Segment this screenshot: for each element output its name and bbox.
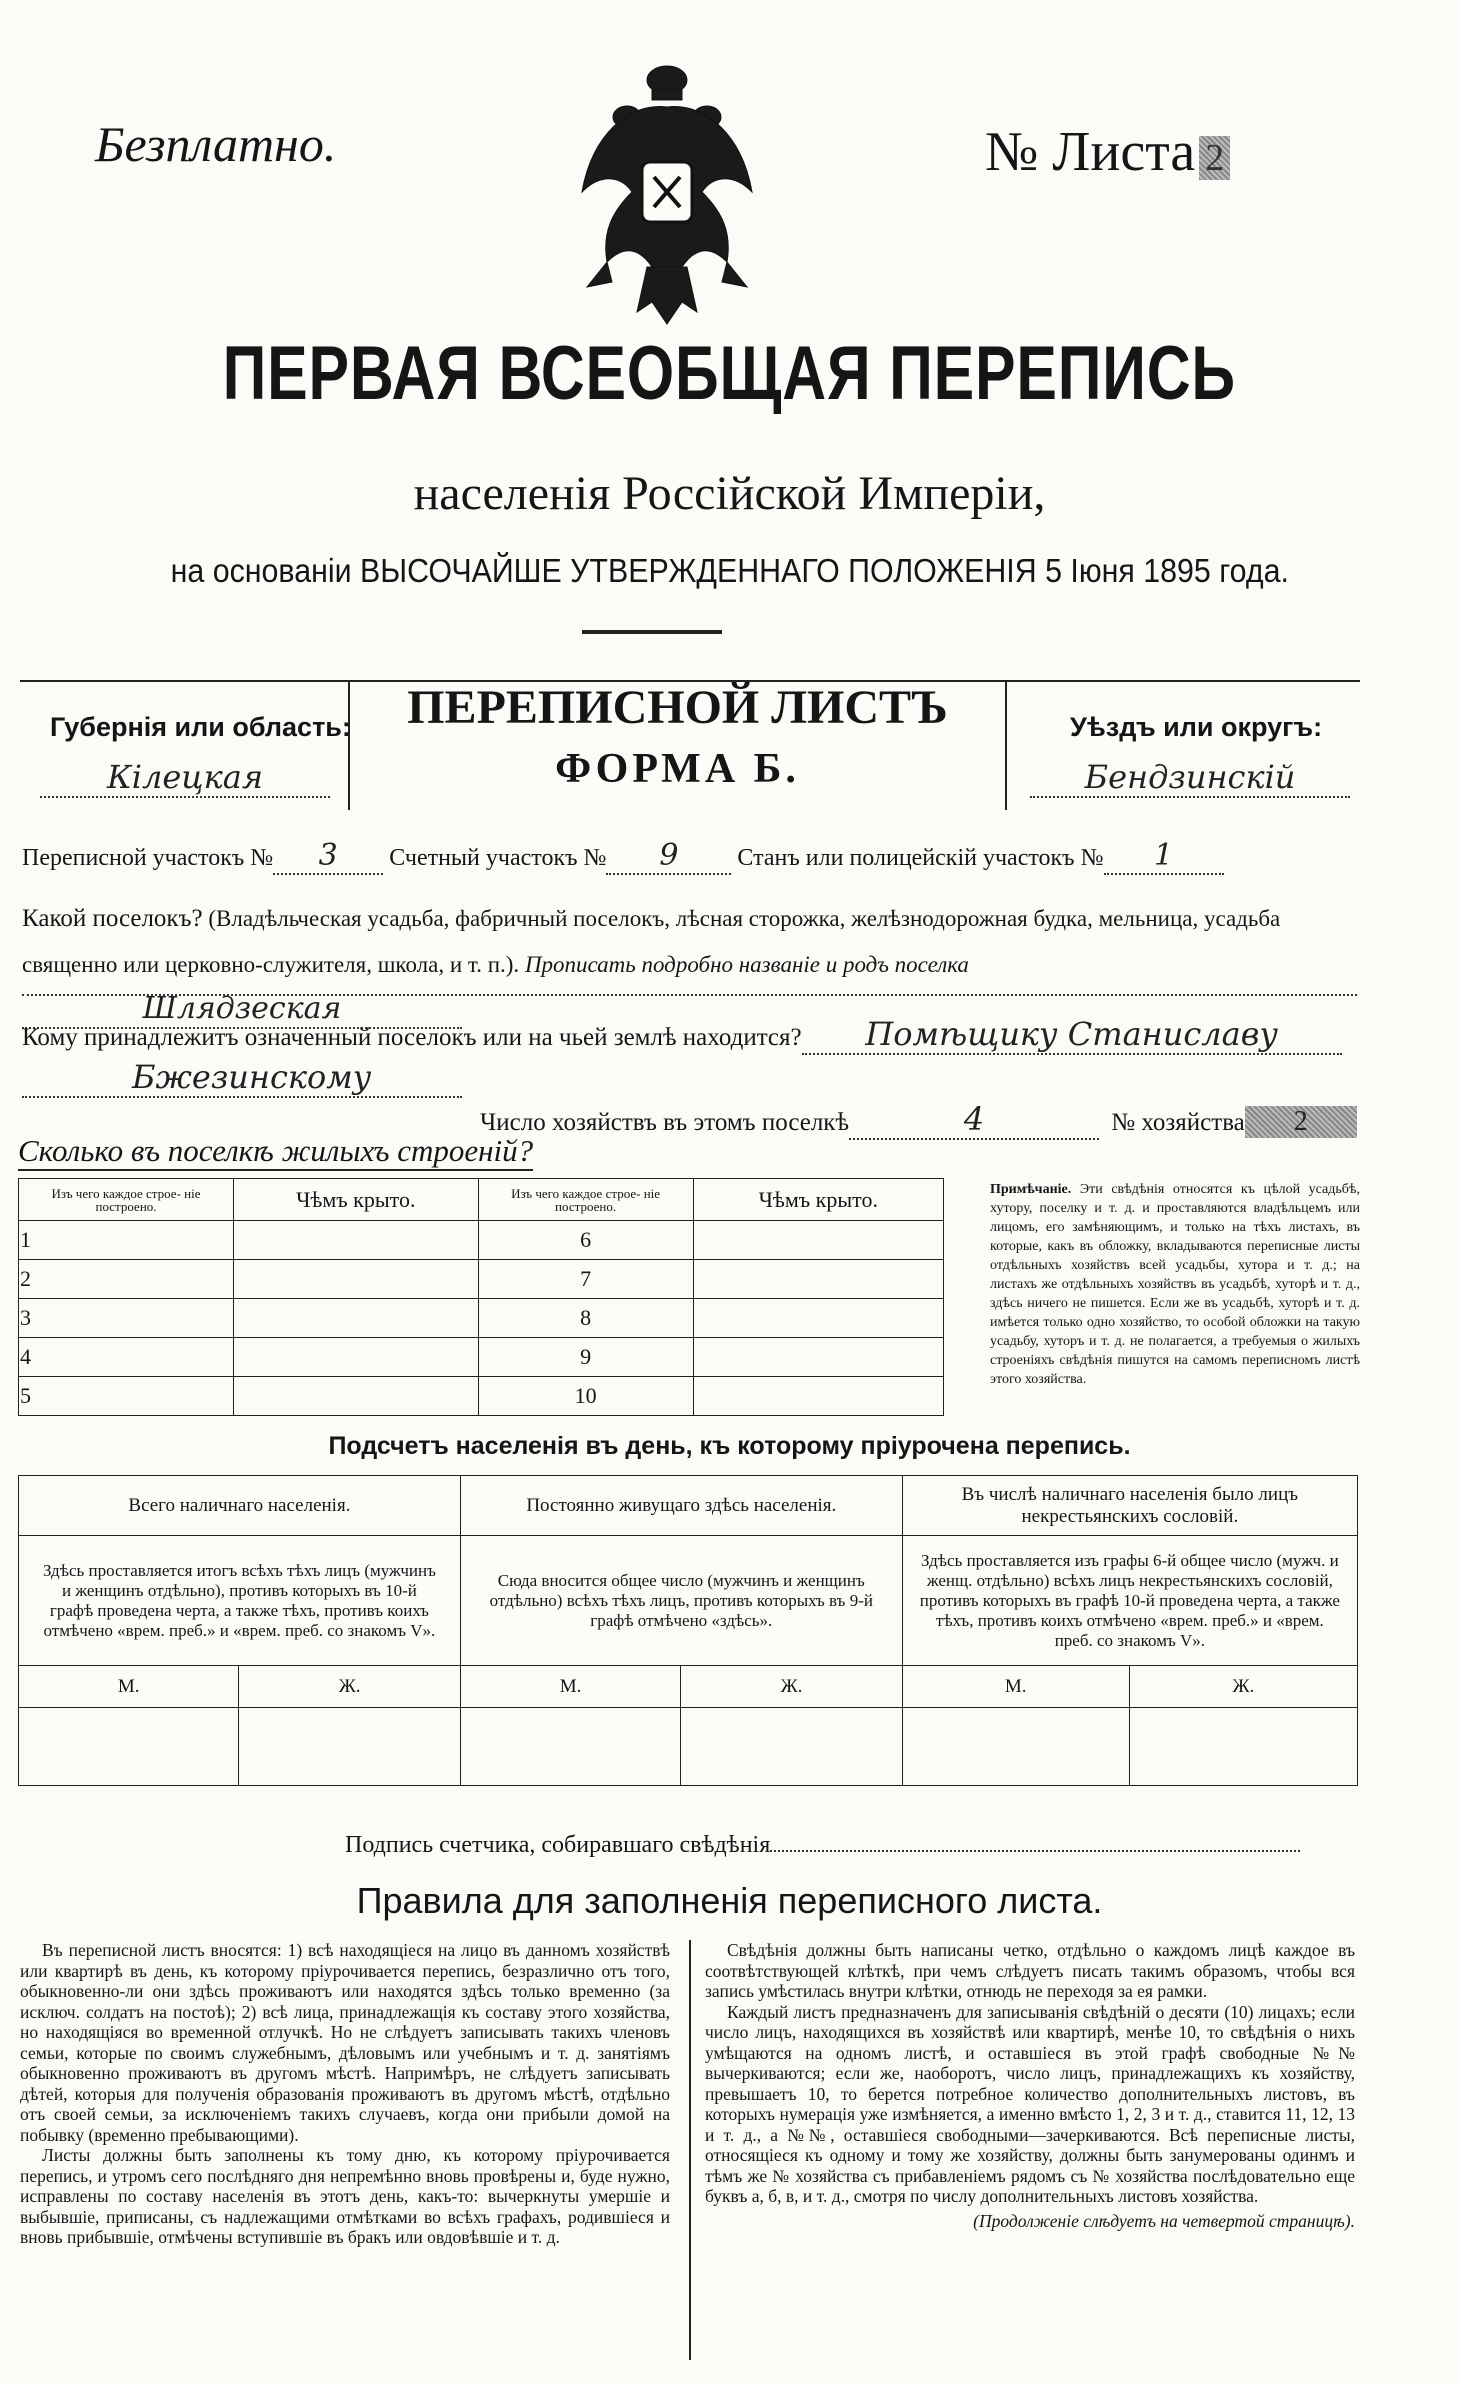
col-roof-right: Чѣмъ крыто. (693, 1179, 943, 1221)
sheet-number-value: 2 (1199, 136, 1230, 180)
roof-cell[interactable] (693, 1221, 943, 1260)
table-row (19, 1338, 944, 1377)
col-roof-left: Чѣмъ крыто. (234, 1179, 479, 1221)
roof-cell[interactable] (693, 1299, 943, 1338)
form-head-divider-right (1005, 680, 1007, 810)
rules-paragraph: Листы должны быть заполнены къ тому дню, къ которому пріурочивается перепись, и утромъ сего послѣдняго дня непремѣнно вновь провѣрены и, буде нужно, исправлены по составу населенія въ этотъ день, какъ-то: вычеркнуты умершіе и выбывшіе, приписаны, съ надлежащими отмѣтками во всѣхъ графахъ, родившіеся и вновь прибывшіе, отмѣчены вступившіе въ бракъ или овдовѣвшіе и т. д. (20, 2145, 670, 2247)
row-number: 10 (478, 1377, 693, 1416)
buildings-label: Сколько въ поселкѣ жилыхъ строеній? (18, 1133, 533, 1171)
owner-label: Кому принадлежитъ означенный поселокъ или на чьей землѣ находится? (22, 1024, 802, 1051)
household-no-label: № хозяйства (1111, 1109, 1245, 1136)
male-header: М. (460, 1666, 680, 1708)
female-header: Ж. (1129, 1666, 1357, 1708)
owner-row (22, 1015, 1342, 1055)
row-number: 4 (19, 1338, 234, 1377)
rules-continued: (Продолженіе слѣдуетъ на четвертой страницѣ). (973, 2210, 1355, 2231)
rules-divider (689, 1940, 691, 2360)
row-number: 2 (19, 1260, 234, 1299)
non-peasant-note: Здѣсь проставляется изъ графы 6-й общее число (мужч. и женщ. отдѣльно) всѣхъ лицъ некрестьянскихъ сословій, противъ которыхъ въ графѣ 10-й проведена черта, а также тѣхъ, противъ коихъ отмѣчено «врем. преб.» и «врем. преб. со знакомъ V». (902, 1536, 1357, 1666)
buildings-table (18, 1178, 944, 1416)
census-area-label: Переписной участокъ № (22, 845, 274, 871)
settlement-field[interactable]: Шлядзеская (22, 991, 462, 1029)
present-pop-note: Здѣсь проставляется итогъ всѣхъ тѣхъ лицъ (мужчинъ и женщинъ отдѣльно), противъ которыхъ въ 10-й графѣ проведена черта, а также тѣхъ, противъ коихъ отмѣчено «врем. преб.» и «врем. преб. со знакомъ V». (19, 1536, 461, 1666)
note-title: Примѣчаніе. (990, 1182, 1072, 1197)
household-no-field[interactable]: 2 (1245, 1106, 1357, 1138)
table-row (19, 1299, 944, 1338)
free-label: Безплатно. (95, 116, 337, 172)
signature-row (345, 1828, 1300, 1859)
roof-cell[interactable] (693, 1377, 943, 1416)
row-number: 6 (478, 1221, 693, 1260)
rules-title: Правила для заполненія переписного листа. (356, 1880, 1103, 1921)
male-header: М. (902, 1666, 1129, 1708)
population-table (18, 1475, 1358, 1786)
sheet-number-label: № Листа (985, 121, 1196, 183)
male-count-cell[interactable] (902, 1708, 1129, 1786)
col-material-left: Изъ чего каждое строе- ніе построено. (19, 1179, 234, 1221)
settlement-field-continuation[interactable] (22, 970, 1357, 996)
row-number: 8 (478, 1299, 693, 1338)
households-field[interactable]: 4 (849, 1100, 1099, 1140)
note-text: Эти свѣдѣнія относятся къ цѣлой усадьбѣ, хутору, поселку и т. д. и проставляются владѣльцемъ или лицомъ, его замѣняющимъ, и только на тѣхъ листахъ, въ которые, какъ въ обложку, вкладываются переписные листы отдѣльныхъ хозяйствъ всей усадьбы, хутора и т. д.; на листахъ же отдѣльныхъ хозяйствъ въ усадьбѣ, хуторѣ и т. д., здѣсь ничего не пишется. Если же въ усадьбѣ, хуторѣ и т. д. имѣется только одно хозяйство, то особой обложки на такую усадьбу, хуторъ и т. д. не полагается, а требуемыя о жилыхъ строеніяхъ свѣдѣнія пишутся на самомъ переписномъ листѣ этого хозяйства. (990, 1182, 1361, 1387)
male-count-cell[interactable] (460, 1708, 680, 1786)
roof-cell[interactable] (234, 1221, 479, 1260)
population-title: Подсчетъ населенія въ день, къ которому пріурочена перепись. (328, 1432, 1131, 1460)
households-label: Число хозяйствъ въ этомъ поселкѣ (480, 1109, 850, 1136)
roof-cell[interactable] (234, 1260, 479, 1299)
divider (582, 630, 722, 634)
row-number: 7 (478, 1260, 693, 1299)
settlement-hint: (Владѣльческая усадьба, фабричный поселокъ, лѣсная сторожка, желѣзнодорожная будка, мельница, усадьба священно или церковно-служителя, школа, и т. п.). (22, 906, 1281, 977)
province-field[interactable]: Кiлецкая (40, 758, 330, 798)
count-area-field[interactable]: 9 (606, 838, 731, 875)
owner-field-line-2[interactable]: Бжезинскому (22, 1058, 462, 1098)
province-label: Губернія или область: (50, 712, 351, 742)
page-subtitle: населенія Россійской Имперіи, (413, 467, 1046, 520)
households-row (480, 1100, 1357, 1140)
row-number: 5 (19, 1377, 234, 1416)
stan-field[interactable]: 1 (1104, 838, 1224, 875)
roof-cell[interactable] (234, 1299, 479, 1338)
page-title: ПЕРВАЯ ВСЕОБЩАЯ ПЕРЕПИСЬ (222, 331, 1237, 416)
double-headed-eagle-emblem (572, 62, 762, 332)
rules-paragraph: Въ переписной листъ вносятся: 1) всѣ находящіеся на лицо въ данномъ хозяйствѣ или квартирѣ въ день, къ которому пріурочивается перепись, безразлично отъ того, обыкновенно-ли они здѣсь проживаютъ или находятся здѣсь только временно (за исключ. солдатъ на постоѣ); 2) всѣ лица, принадлежащія къ составу этого хозяйства, но находящіяся во временной отлучкѣ. Но не слѣдуетъ записывать такихъ членовъ семьи, которые по своимъ служебнымъ, дѣловымъ или учебнымъ и т. д. занятіямъ обыкновенно проживаютъ въ другомъ мѣстѣ. Напримѣръ, не слѣдуетъ записывать дѣтей, которыя для полученія образованія проживаютъ въ другомъ мѣстѣ, отдѣльно отъ своей семьи, за исключеніемъ такихъ случаевъ, когда они прибыли домой на побывку (временно пребывающими). (20, 1940, 670, 2145)
female-count-cell[interactable] (681, 1708, 902, 1786)
rules-paragraph: Свѣдѣнія должны быть написаны четко, отдѣльно о каждомъ лицѣ каждое въ соотвѣтствующей клѣткѣ, при чемъ слѣдуетъ писать такимъ образомъ, чтобы вся запись умѣстилась внутри клѣтки, отнюдь не переходя за ея рамки. (705, 1940, 1355, 2001)
rules-right-column (705, 1940, 1355, 2231)
female-count-cell[interactable] (239, 1708, 460, 1786)
male-header: М. (19, 1666, 239, 1708)
roof-cell[interactable] (693, 1338, 943, 1377)
census-area-field[interactable]: 3 (273, 838, 383, 875)
col-material-right: Изъ чего каждое строе- ніе построено. (478, 1179, 693, 1221)
table-row (19, 1260, 944, 1299)
legal-basis: на основаніи ВЫСОЧАЙШЕ УТВЕРЖДЕННАГО ПОЛОЖЕНІЯ 5 Іюня 1895 года. (170, 552, 1289, 589)
row-number: 1 (19, 1221, 234, 1260)
female-count-cell[interactable] (1129, 1708, 1357, 1786)
row-number: 3 (19, 1299, 234, 1338)
rules-paragraph: Каждый листъ предназначенъ для записыванія свѣдѣній о десяти (10) лицахъ; если число лицъ, находящихся въ хозяйствѣ или квартирѣ, менѣе 10, то свѣдѣнія о нихъ умѣщаются на одномъ листѣ, и оставшіеся въ этой графѣ свободные №№ вычеркиваются; если же, наоборотъ, число лицъ, принадлежащихъ къ хозяйству, превышаетъ 10, то берется потребное количество дополнительныхъ листовъ, въ которыхъ нумерація уже измѣняется, а именно вмѣсто 1, 2, 3 и т. д., ставится 11, 12, 13 и т. д., а №№, оставшіеся свободными—зачеркиваются. Всѣ переписные листы, относящіеся къ одному и тому же хозяйству, должны быть занумерованы одинмъ и тѣмъ же № хозяйства съ прибавленіемъ рядомъ съ № хозяйства послѣдовательно еще буквъ а, б, в, и т. д., смотря по числу дополнительныхъ листовъ хозяйства. (705, 2001, 1355, 2206)
stan-label: Станъ или полицейскій участокъ № (737, 845, 1104, 871)
roof-cell[interactable] (234, 1338, 479, 1377)
signature-label: Подпись счетчика, собиравшаго свѣдѣнія (345, 1832, 771, 1858)
sheet-number (985, 120, 1230, 184)
female-header: Ж. (681, 1666, 902, 1708)
col-non-peasant: Въ числѣ наличнаго населенія было лицъ некрестьянскихъ сословій. (902, 1476, 1357, 1536)
count-area-label: Счетный участокъ № (389, 845, 607, 871)
row-number: 9 (478, 1338, 693, 1377)
settlement-label: Какой поселокъ? (22, 905, 203, 932)
form-label: ФОРМА Б. (555, 746, 800, 792)
col-permanent-pop: Постоянно живущаго здѣсь населенія. (460, 1476, 902, 1536)
district-label: Уѣздъ или округъ: (1070, 712, 1323, 742)
roof-cell[interactable] (234, 1377, 479, 1416)
settlement-hint-2: Прописать подробно названіе и родъ поселка (524, 952, 969, 977)
note (990, 1180, 1360, 1389)
table-row (19, 1377, 944, 1416)
rules-left-column (20, 1940, 670, 2248)
signature-field[interactable] (770, 1828, 1300, 1852)
table-row (19, 1221, 944, 1260)
male-count-cell[interactable] (19, 1708, 239, 1786)
permanent-pop-note: Сюда вносится общее число (мужчинъ и женщинъ отдѣльно) всѣхъ тѣхъ лицъ, противъ которыхъ въ 9-й графѣ отмѣчено «здѣсь». (460, 1536, 902, 1666)
roof-cell[interactable] (693, 1260, 943, 1299)
female-header: Ж. (239, 1666, 460, 1708)
settlement-question (22, 896, 1357, 1034)
owner-field[interactable]: Помѣщику Станиславу (802, 1015, 1342, 1055)
census-area-row (22, 838, 1224, 875)
col-present-pop: Всего наличнаго населенія. (19, 1476, 461, 1536)
district-field[interactable]: Бендзинскiй (1030, 758, 1350, 798)
sheet-title: ПЕРЕПИСНОЙ ЛИСТЪ (407, 681, 948, 734)
